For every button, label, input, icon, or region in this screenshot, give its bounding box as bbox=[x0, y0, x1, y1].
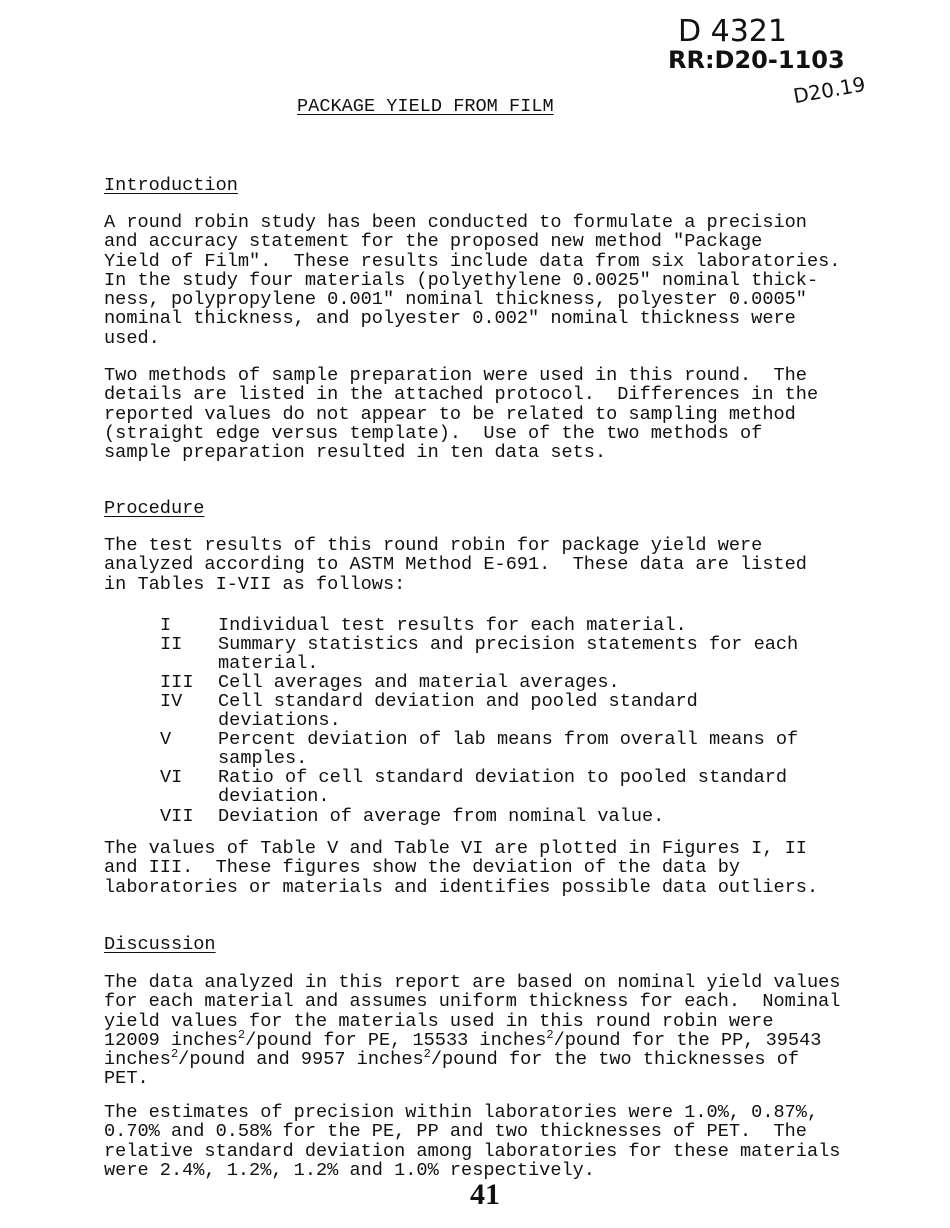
table-description bbox=[218, 730, 798, 769]
table-description bbox=[218, 807, 664, 826]
introduction-paragraph-1 bbox=[104, 213, 840, 348]
table-description bbox=[218, 768, 787, 807]
text-segment: PET. bbox=[104, 1068, 149, 1090]
text-segment: /pound for PE, 15533 inches bbox=[245, 1029, 547, 1051]
text-line: analyzed according to ASTM Method E-691. These data are listed bbox=[104, 554, 807, 576]
text-line: In the study four materials (polyethylene 0.0025" nominal thick- bbox=[104, 269, 819, 291]
text-line: (straight edge versus template). Use of the two methods of bbox=[104, 422, 763, 444]
superscript: 2 bbox=[546, 1027, 554, 1042]
text-line bbox=[104, 992, 840, 1011]
text-line: details are listed in the attached protocol. Differences in the bbox=[104, 384, 819, 406]
table-number: I bbox=[160, 615, 172, 636]
text-line: Individual test results for each material. bbox=[218, 615, 687, 636]
text-segment: inches bbox=[104, 1049, 171, 1071]
table-number: II bbox=[160, 634, 183, 655]
text-line: Summary statistics and precision statements for each bbox=[218, 634, 799, 655]
table-number: III bbox=[160, 672, 194, 693]
text-line: and accuracy statement for the proposed new method "Package bbox=[104, 231, 763, 253]
text-line: Two methods of sample preparation were used in this round. The bbox=[104, 365, 807, 386]
text-line: relative standard deviation among laboratories for these materials bbox=[104, 1140, 841, 1162]
text-line: 0.70% and 0.58% for the PE, PP and two thicknesses of PET. The bbox=[104, 1121, 807, 1143]
text-line: Cell standard deviation and pooled standard bbox=[218, 691, 698, 712]
text-line: sample preparation resulted in ten data sets. bbox=[104, 442, 607, 464]
text-line: Ratio of cell standard deviation to pooled standard bbox=[218, 767, 788, 788]
text-line: Cell averages and material averages. bbox=[218, 672, 620, 693]
text-segment: yield values for the materials used in this round robin were bbox=[104, 1010, 774, 1032]
table-number: VII bbox=[160, 806, 194, 827]
text-line: in Tables I-VII as follows: bbox=[104, 573, 406, 595]
table-description bbox=[218, 673, 620, 692]
procedure-paragraph-1 bbox=[104, 536, 807, 594]
text-line: samples. bbox=[218, 748, 308, 770]
introduction-heading: Introduction bbox=[104, 175, 238, 196]
text-line: and III. These figures show the deviation of the data by bbox=[104, 857, 741, 879]
text-line: The values of Table V and Table VI are plotted in Figures I, II bbox=[104, 838, 807, 859]
superscript: 2 bbox=[237, 1027, 246, 1042]
text-line: were 2.4%, 1.2%, 1.2% and 1.0% respectively. bbox=[104, 1159, 595, 1181]
table-description bbox=[218, 635, 798, 674]
handwritten-designation: D 4321 bbox=[678, 14, 787, 49]
discussion-heading: Discussion bbox=[104, 934, 216, 955]
text-line: used. bbox=[104, 327, 160, 349]
text-line: The estimates of precision within laboratories were 1.0%, 0.87%, bbox=[104, 1102, 819, 1123]
text-line: Deviation of average from nominal value. bbox=[218, 806, 665, 827]
text-segment: for each material and assumes uniform thickness for each. Nominal bbox=[104, 991, 841, 1013]
table-number: VI bbox=[160, 767, 183, 788]
text-line: laboratories or materials and identifies possible data outliers. bbox=[104, 876, 819, 898]
introduction-paragraph-2 bbox=[104, 366, 818, 462]
table-number: V bbox=[160, 729, 172, 750]
text-line: Percent deviation of lab means from overall means of bbox=[218, 729, 799, 750]
text-line: Yield of Film". These results include data from six laboratories. bbox=[104, 250, 841, 272]
discussion-paragraph-2 bbox=[104, 1103, 840, 1180]
text-line: deviations. bbox=[218, 710, 341, 732]
table-description bbox=[218, 616, 687, 635]
text-line: ness, polypropylene 0.001" nominal thickness, polyester 0.0005" bbox=[104, 289, 807, 311]
text-segment: /pound for the two thicknesses of bbox=[430, 1049, 800, 1071]
page-number: 41 bbox=[470, 1178, 500, 1211]
text-line: deviation. bbox=[218, 786, 330, 808]
text-line bbox=[104, 1047, 840, 1071]
text-line: nominal thickness, and polyester 0.002" nominal thickness were bbox=[104, 308, 796, 330]
text-segment: /pound for the PP, 39543 bbox=[553, 1029, 822, 1051]
text-segment: The data analyzed in this report are based on nominal yield values bbox=[104, 972, 841, 993]
procedure-heading: Procedure bbox=[104, 498, 205, 519]
superscript: 2 bbox=[170, 1047, 179, 1062]
text-line bbox=[104, 973, 840, 992]
text-line: A round robin study has been conducted to formulate a precision bbox=[104, 212, 807, 233]
text-line: material. bbox=[218, 653, 319, 675]
text-line bbox=[104, 1069, 840, 1088]
handwritten-subcommittee: D20.19 bbox=[791, 71, 868, 109]
text-line bbox=[104, 1027, 840, 1051]
superscript: 2 bbox=[423, 1047, 431, 1062]
document-title: PACKAGE YIELD FROM FILM bbox=[297, 96, 554, 117]
text-line: reported values do not appear to be related to sampling method bbox=[104, 403, 796, 425]
text-line: The test results of this round robin for package yield were bbox=[104, 535, 763, 556]
handwritten-rr-number: RR:D20-1103 bbox=[668, 46, 845, 74]
table-description bbox=[218, 692, 698, 731]
text-line bbox=[104, 1012, 840, 1031]
table-number: IV bbox=[160, 691, 183, 712]
text-segment: 12009 inches bbox=[104, 1029, 238, 1051]
text-segment: /pound and 9957 inches bbox=[178, 1049, 424, 1071]
procedure-paragraph-2 bbox=[104, 839, 818, 897]
discussion-paragraph-1 bbox=[104, 973, 840, 1089]
